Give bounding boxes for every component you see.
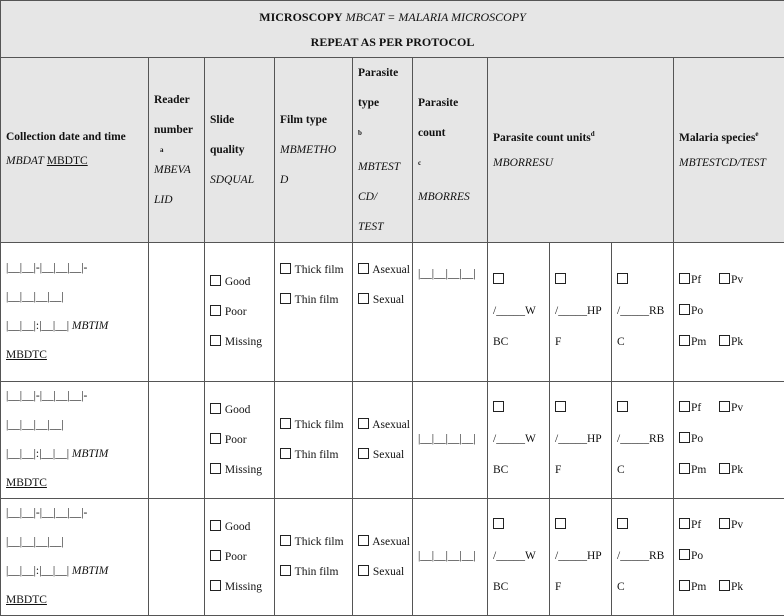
header-collection-code-b: MBDTC [47,155,88,167]
species-options [674,242,784,381]
header-collection-code-a: MBDAT [6,155,44,167]
unit-line-2: C [617,455,668,486]
header-film [275,58,353,243]
repeat-note: REPEAT AS PER PROTOCOL [6,36,779,48]
unit-line-2: F [555,327,606,358]
time-entry: |__|__|:|__|__| [6,565,69,577]
species-option-pv[interactable] [719,510,759,541]
species-label: Po [691,433,703,445]
unit-line-1: /_____RB [617,424,668,455]
header-units-code: MBORRESU [493,158,668,170]
slide-quality-options [205,242,275,381]
slide-option-good[interactable] [210,267,269,297]
film-option-label: Thin film [295,449,339,461]
count-entry: |__|__|__|__| [418,550,476,562]
slide-option-good[interactable] [210,512,269,542]
species-option-pv[interactable] [719,265,759,296]
species-label: Pk [731,336,743,348]
checkbox-icon [358,263,369,274]
slide-option-poor[interactable] [210,425,269,455]
checkbox-icon [358,418,369,429]
header-ptype-sup: b [358,129,362,137]
slide-option-label: Good [225,276,251,288]
collection-datetime-field[interactable] [1,242,149,381]
header-ptype-c2: CD/ [358,182,407,212]
count-entry: |__|__|__|__| [418,433,476,445]
species-label: Pf [691,274,701,286]
collection-datetime-field[interactable] [1,498,149,615]
header-species-label: Malaria species [679,131,755,143]
species-option-pk[interactable] [719,455,759,486]
species-option-po[interactable] [679,296,719,327]
unit-line-2: BC [493,327,544,358]
checkbox-icon [280,418,291,429]
slide-option-poor[interactable] [210,297,269,327]
dtc-code: MBDTC [6,469,143,498]
unit-line-2: BC [493,572,544,603]
date-line-1: |__|__|-|__|__|__|- [6,382,143,411]
dtc-code: MBDTC [6,341,143,370]
unit-line-2: BC [493,455,544,486]
header-pcount-l2: count [418,118,482,148]
slide-option-label: Missing [225,581,262,593]
checkbox-icon [210,275,221,286]
checkbox-icon [679,273,690,284]
slide-option-label: Good [225,404,251,416]
checkbox-icon [617,401,628,412]
checkbox-icon [719,463,730,474]
species-label: Pm [691,581,706,593]
species-option-pm[interactable] [679,572,719,603]
film-type-options [275,381,353,498]
header-species-code: MBTESTCD/TEST [679,158,779,170]
type-option-label: Sexual [373,449,404,461]
data-row [1,498,784,615]
species-option-pm[interactable] [679,455,719,486]
header-parasite-count [413,58,488,243]
type-option-label: Asexual [372,419,410,431]
checkbox-icon [280,448,291,459]
unit-line-1: /_____W [493,424,544,455]
unit-line-1: /_____RB [617,296,668,327]
checkbox-icon [719,518,730,529]
species-label: Po [691,550,703,562]
header-units-label: Parasite count units [493,131,591,143]
dtc-code: MBDTC [6,586,143,615]
parasite-count-field[interactable] [413,242,488,381]
checkbox-icon [210,335,221,346]
header-collection-label: Collection date and time [6,132,143,144]
checkbox-icon [280,565,291,576]
checkbox-icon [679,335,690,346]
checkbox-icon [493,518,504,529]
checkbox-icon [555,401,566,412]
header-ptype-l1: Parasite [358,58,407,88]
species-label: Pf [691,402,701,414]
parasite-type-options [353,381,413,498]
unit-line-1: /_____HP [555,541,606,572]
checkbox-icon [555,273,566,284]
type-option-label: Sexual [373,566,404,578]
film-option-thin[interactable] [280,285,347,315]
header-film-c2: D [280,165,347,195]
unit-option-wbc[interactable] [488,498,550,615]
checkbox-icon [679,580,690,591]
checkbox-icon [280,535,291,546]
time-code: MBTIM [72,448,108,460]
parasite-count-field[interactable] [413,381,488,498]
species-option-pk[interactable] [719,572,759,603]
date-line-2: |__|__|__|__| [6,411,143,440]
type-option-label: Asexual [372,536,410,548]
checkbox-icon [210,580,221,591]
species-label: Pk [731,464,743,476]
parasite-type-options [353,242,413,381]
section-title [1,1,784,58]
film-option-label: Thin film [295,294,339,306]
header-reader-c2: LID [154,185,199,215]
slide-option-label: Poor [225,551,247,563]
slide-option-label: Good [225,521,251,533]
checkbox-icon [210,433,221,444]
species-label: Pm [691,336,706,348]
reader-number-field[interactable] [149,381,205,498]
checkbox-icon [679,463,690,474]
data-row [1,381,784,498]
unit-line-1: /_____W [493,541,544,572]
film-type-options [275,498,353,615]
header-slide-code: SDQUAL [210,165,269,195]
slide-option-label: Missing [225,464,262,476]
checkbox-icon [719,580,730,591]
unit-line-2: C [617,572,668,603]
unit-line-2: F [555,572,606,603]
time-code: MBTIM [72,565,108,577]
unit-option-wbc[interactable] [488,381,550,498]
title-subtitle: MBCAT = MALARIA MICROSCOPY [346,10,526,24]
time-entry: |__|__|:|__|__| [6,320,69,332]
date-line-2: |__|__|__|__| [6,283,143,312]
checkbox-icon [719,401,730,412]
species-option-pv[interactable] [719,393,759,424]
unit-option-hpf[interactable] [550,498,612,615]
header-count-units [488,58,674,243]
checkbox-icon [280,293,291,304]
slide-option-good[interactable] [210,395,269,425]
slide-quality-options [205,381,275,498]
header-slide-l1: Slide [210,105,269,135]
checkbox-icon [679,304,690,315]
slide-option-missing[interactable] [210,455,269,485]
type-option-label: Asexual [372,264,410,276]
time-entry: |__|__|:|__|__| [6,448,69,460]
checkbox-icon [280,263,291,274]
collection-datetime-field[interactable] [1,381,149,498]
header-collection [1,58,149,243]
unit-option-rbc[interactable] [612,381,674,498]
header-reader-c1: MBEVA [154,155,199,185]
date-line-1: |__|__|-|__|__|__|- [6,499,143,528]
checkbox-icon [493,401,504,412]
species-option-pk[interactable] [719,327,759,358]
checkbox-icon [617,273,628,284]
header-slide-l2: quality [210,135,269,165]
header-pcount-l1: Parasite [418,88,482,118]
slide-option-missing[interactable] [210,327,269,357]
type-option-asexual[interactable] [358,255,407,285]
checkbox-icon [617,518,628,529]
slide-option-missing[interactable] [210,572,269,602]
species-option-po[interactable] [679,424,719,455]
unit-line-1: /_____HP [555,296,606,327]
film-option-label: Thin film [295,566,339,578]
checkbox-icon [210,550,221,561]
film-type-options [275,242,353,381]
checkbox-icon [210,463,221,474]
species-option-pf[interactable] [679,510,719,541]
time-code: MBTIM [72,320,108,332]
checkbox-icon [493,273,504,284]
film-option-thick[interactable] [280,527,347,557]
checkbox-icon [210,403,221,414]
header-pcount-sup: c [418,159,421,167]
unit-line-2: F [555,455,606,486]
unit-line-1: /_____HP [555,424,606,455]
film-option-thick[interactable] [280,255,347,285]
checkbox-icon [555,518,566,529]
unit-option-hpf[interactable] [550,242,612,381]
unit-option-rbc[interactable] [612,498,674,615]
parasite-type-options [353,498,413,615]
unit-option-rbc[interactable] [612,242,674,381]
checkbox-icon [358,565,369,576]
slide-option-label: Poor [225,306,247,318]
header-reader-l2: number [154,124,193,136]
species-label: Po [691,305,703,317]
header-parasite-type [353,58,413,243]
header-reader [149,58,205,243]
film-option-thin[interactable] [280,557,347,587]
title-prefix: MICROSCOPY [259,10,342,24]
species-label: Pf [691,519,701,531]
unit-line-1: /_____W [493,296,544,327]
header-reader-l1: Reader [154,85,199,115]
checkbox-icon [210,305,221,316]
parasite-count-field[interactable] [413,498,488,615]
slide-option-label: Poor [225,434,247,446]
checkbox-icon [719,273,730,284]
header-units-sup: d [591,130,595,138]
slide-option-label: Missing [225,336,262,348]
unit-option-wbc[interactable] [488,242,550,381]
checkbox-icon [358,293,369,304]
checkbox-icon [679,401,690,412]
type-option-asexual[interactable] [358,410,407,440]
species-option-pf[interactable] [679,393,719,424]
type-option-sexual[interactable] [358,440,407,470]
type-option-sexual[interactable] [358,557,407,587]
checkbox-icon [679,432,690,443]
species-options [674,498,784,615]
type-option-asexual[interactable] [358,527,407,557]
header-ptype-c1: MBTEST [358,152,407,182]
type-option-label: Sexual [373,294,404,306]
reader-number-field[interactable] [149,498,205,615]
slide-option-poor[interactable] [210,542,269,572]
film-option-thick[interactable] [280,410,347,440]
data-row [1,242,784,381]
header-film-label: Film type [280,105,347,135]
species-option-pf[interactable] [679,265,719,296]
unit-option-hpf[interactable] [550,381,612,498]
species-label: Pv [731,274,743,286]
date-line-1: |__|__|-|__|__|__|- [6,254,143,283]
header-slide [205,58,275,243]
checkbox-icon [679,549,690,560]
film-option-label: Thick film [295,264,344,276]
header-pcount-code: MBORRES [418,182,482,212]
header-reader-sup: a [154,145,199,155]
date-line-2: |__|__|__|__| [6,528,143,557]
type-option-sexual[interactable] [358,285,407,315]
header-ptype-l2: type [358,88,407,118]
checkbox-icon [358,535,369,546]
species-label: Pv [731,402,743,414]
header-ptype-c3: TEST [358,212,407,242]
species-options [674,381,784,498]
unit-line-1: /_____RB [617,541,668,572]
unit-line-2: C [617,327,668,358]
species-label: Pk [731,581,743,593]
slide-quality-options [205,498,275,615]
checkbox-icon [679,518,690,529]
checkbox-icon [719,335,730,346]
species-label: Pv [731,519,743,531]
film-option-label: Thick film [295,419,344,431]
header-species-sup: e [755,130,758,138]
header-species [674,58,784,243]
reader-number-field[interactable] [149,242,205,381]
film-option-thin[interactable] [280,440,347,470]
checkbox-icon [210,520,221,531]
count-entry: |__|__|__|__| [418,268,476,280]
header-film-c1: MBMETHO [280,135,347,165]
species-option-pm[interactable] [679,327,719,358]
species-label: Pm [691,464,706,476]
checkbox-icon [358,448,369,459]
film-option-label: Thick film [295,536,344,548]
